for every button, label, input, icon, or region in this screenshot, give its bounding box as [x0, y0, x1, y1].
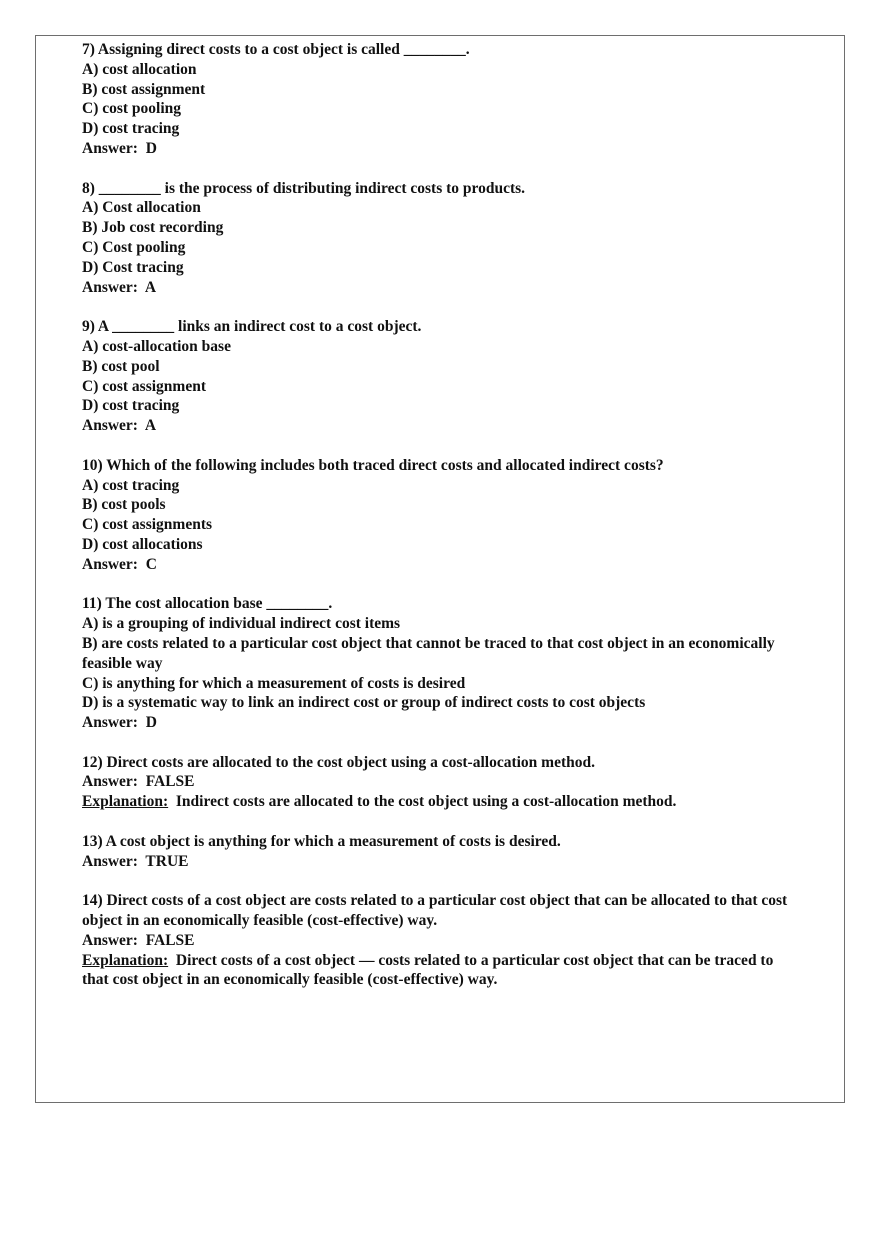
option-b: B) cost pools: [82, 496, 166, 514]
explanation: [82, 951, 802, 991]
explanation-text: Direct costs of a cost object — costs related to a particular cost object that can be traced to that cost object in an economically feasible (cost-effective) way.: [82, 951, 778, 989]
answer: Answer: C: [82, 555, 157, 573]
option-b: B) are costs related to a particular cost object that cannot be traced to that cost object in an economically feasible way: [82, 634, 779, 672]
answer: Answer: FALSE: [82, 773, 195, 791]
option-d: D) is a systematic way to link an indirect cost or group of indirect costs to cost objects: [82, 694, 646, 712]
answer: Answer: D: [82, 714, 157, 732]
question-stem: 9) A ________ links an indirect cost to a cost object.: [82, 318, 422, 336]
question-stem: 7) Assigning direct costs to a cost object is called ________.: [82, 41, 470, 58]
option-a: A) Cost allocation: [82, 199, 201, 217]
question-14: [82, 891, 802, 990]
option-a: A) is a grouping of individual indirect cost items: [82, 615, 401, 633]
answer: Answer: FALSE: [82, 931, 195, 949]
question-stem: 13) A cost object is anything for which a measurement of costs is desired.: [82, 832, 561, 850]
question-stem: 11) The cost allocation base ________.: [82, 595, 333, 613]
answer: Answer: D: [82, 139, 157, 157]
question-7: [82, 40, 802, 159]
option-a: A) cost tracing: [82, 476, 180, 494]
option-d: D) cost tracing: [82, 120, 180, 138]
option-d: D) cost allocations: [82, 535, 203, 553]
question-10: [82, 456, 802, 575]
option-d: D) cost tracing: [82, 397, 180, 415]
explanation-text: Indirect costs are allocated to the cost object using a cost-allocation method.: [168, 793, 677, 811]
question-stem: 12) Direct costs are allocated to the cost object using a cost-allocation method.: [82, 753, 595, 771]
answer: Answer: A: [82, 417, 157, 435]
answer: Answer: TRUE: [82, 852, 189, 870]
option-b: B) cost assignment: [82, 80, 206, 98]
question-8: [82, 179, 802, 298]
option-c: C) is anything for which a measurement of costs is desired: [82, 674, 466, 692]
explanation-label: Explanation:: [82, 951, 169, 969]
question-stem: 14) Direct costs of a cost object are costs related to a particular cost object that can be allocated to that cost object in an economically feasible (cost-effective) way.: [82, 892, 792, 930]
option-a: A) cost allocation: [82, 60, 197, 78]
question-11: [82, 594, 802, 733]
option-c: C) cost assignments: [82, 516, 213, 534]
explanation-label: Explanation:: [82, 793, 169, 811]
question-13: [82, 832, 802, 872]
question-list: [82, 40, 802, 1010]
option-c: C) Cost pooling: [82, 238, 186, 256]
option-c: C) cost pooling: [82, 100, 182, 118]
option-a: A) cost-allocation base: [82, 337, 231, 355]
option-b: B) Job cost recording: [82, 219, 224, 237]
answer: Answer: A: [82, 278, 157, 296]
option-b: B) cost pool: [82, 357, 160, 375]
option-d: D) Cost tracing: [82, 258, 184, 276]
question-stem: 10) Which of the following includes both traced direct costs and allocated indirect costs?: [82, 456, 664, 474]
question-stem: 8) ________ is the process of distributing indirect costs to products.: [82, 179, 526, 197]
option-c: C) cost assignment: [82, 377, 206, 395]
explanation: [82, 792, 802, 812]
question-9: [82, 317, 802, 436]
question-12: [82, 753, 802, 812]
